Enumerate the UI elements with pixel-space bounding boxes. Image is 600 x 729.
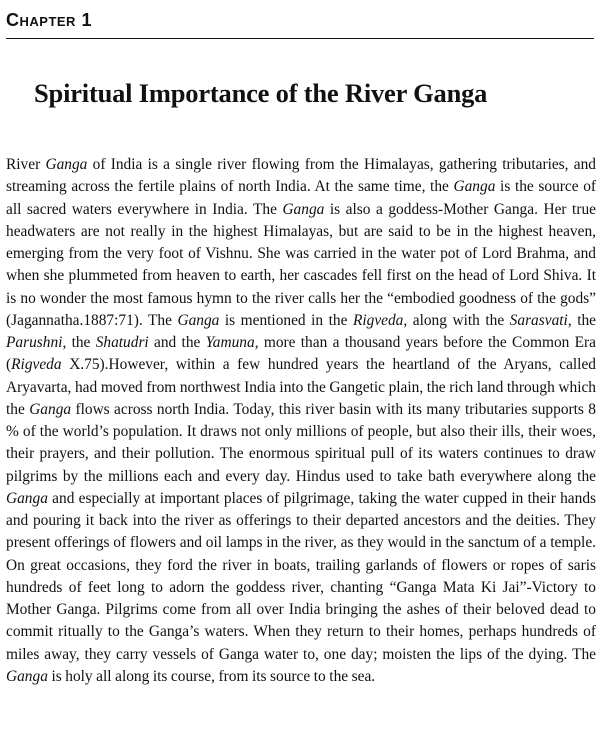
italic-term: Ganga — [45, 156, 88, 173]
text-run: flows across north India. Today, this river basin with its many tributaries supports 8 % of the world’s population. It draws not only millions of people, but also their ills, their woes, their prayers, and their pollution. The enormous spiritual pull of its waters continues to draw pilgrims by the millions each and every day. Hindus used to take bath everywhere along the — [6, 400, 596, 485]
text-run: and the — [148, 334, 206, 351]
italic-term: Ganga — [282, 200, 325, 218]
text-run: X.75).However, within a few hundred years the heartland of the Aryans, called Aryavarta, had moved from northwest India into the Gangetic plain, the rich land through which the — [6, 356, 596, 418]
chapter-title: Spiritual Importance of the River Ganga — [34, 78, 488, 108]
text-run: of India is a single river flowing from the Himalayas, gathering tributaries, and streaming across the fertile plains of north India. At the same time, the — [6, 156, 596, 196]
body-paragraph — [6, 154, 596, 688]
italic-term: Ganga — [6, 667, 48, 685]
italic-term: Yamuna — [205, 334, 255, 351]
text-run: is the source of all sacred waters everywhere in India. The — [6, 178, 597, 218]
text-run: , along with the — [403, 311, 510, 329]
header-divider — [6, 38, 594, 39]
text-run: , more than a thousand years before the Common Era ( — [6, 334, 597, 374]
italic-term: Ganga — [6, 489, 48, 507]
text-run: , the — [62, 334, 96, 351]
italic-term: Rigveda — [352, 311, 404, 329]
text-run: is mentioned in the — [219, 311, 353, 329]
chapter-label: Chapter 1 — [6, 10, 92, 30]
text-run: and especially at important places of pilgrimage, taking the water cupped in their hands and pouring it back into the river as offerings to their departed ancestors and the deities. They present offerings of flowers and oil lamps in the river, as they would in the sanctum of a temple. On great occasions, they ford the river in boats, trailing garlands of flowers or ropes of saris hundreds of feet long to adorn the goddess river, chanting “Ganga Mata Ki Jai”-Victory to Mother Ganga. Pilgrims come from all over India bringing the ashes of their beloved dead to commit ritually to the Ganga’s waters. When they return to their homes, perhaps hundreds of miles away, they carry vessels of Ganga water to, one day; moisten the lips of the dying. The — [6, 489, 596, 663]
italic-term: Sarasvati — [509, 311, 568, 329]
italic-term: Ganga — [453, 178, 496, 196]
text-run: River — [6, 156, 46, 173]
italic-term: Ganga — [29, 400, 72, 418]
italic-term: Shatudri — [95, 334, 149, 351]
chapter-header — [6, 8, 594, 39]
text-run: , the — [567, 311, 596, 329]
text-run: is holy all along its course, from its source to the sea. — [47, 667, 376, 685]
italic-term: Rigveda — [11, 356, 62, 374]
italic-term: Ganga — [177, 311, 220, 329]
text-run: is also a goddess-Mother Ganga. Her true headwaters are not really in the highest Himalayas, but are said to be in the highest heaven, emerging from the very foot of Vishnu. She was carried in the water pot of Lord Brahma, and when she plummeted from heaven to earth, her cascades fell first on the head of Lord Shiva. It is no wonder the most famous hymn to the river calls her the “embodied goodness of the gods” (Jagannatha.1887:71). The — [6, 200, 596, 329]
italic-term: Parushni — [6, 334, 63, 351]
